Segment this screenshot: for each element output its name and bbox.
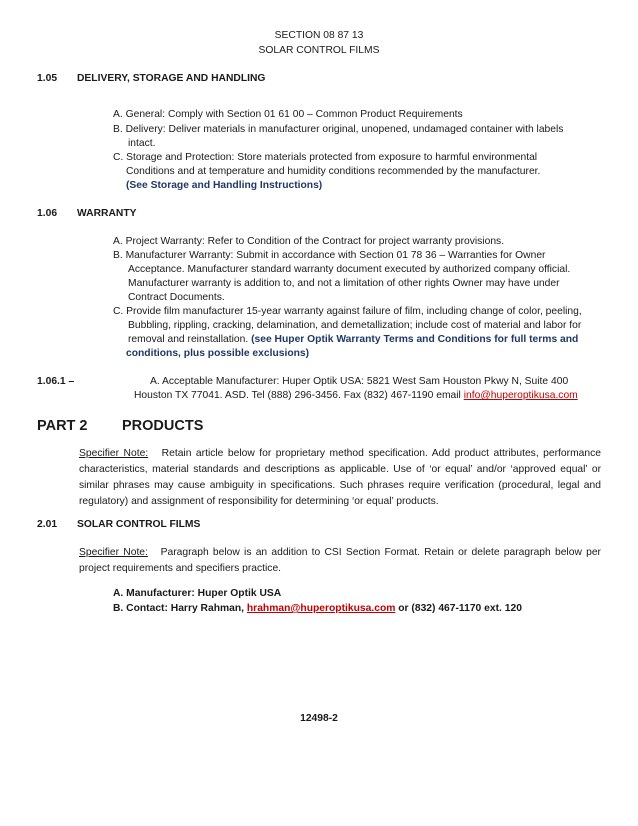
warranty-note-line2: conditions, plus possible exclusions) [126, 348, 310, 359]
item-1-06-c-cont2-text: removal and reinstallation. [128, 334, 249, 345]
storage-handling-note: (See Storage and Handling Instructions) [126, 180, 323, 191]
item-1-06-c: C. Provide film manufacturer 15-year warranty against failure of film, including change of color, peeling, [113, 306, 582, 317]
page-footer-id: 12498-2 [300, 713, 338, 724]
part2-note-line1 [79, 446, 601, 462]
item-1-06-c-cont1: Bubbling, rippling, cracking, delamination, and demetallization; include cost of material and labor for [128, 320, 582, 331]
contact-line [113, 603, 522, 614]
part2-note-label: Specifier Note: [79, 448, 149, 459]
part-label: PART 2 [37, 418, 88, 434]
part2-specifier-note [79, 446, 601, 510]
s201-note-line1 [79, 545, 601, 561]
s201-specifier-note [79, 545, 601, 577]
s201-note-text-1: Paragraph below is an addition to CSI Section Format. Retain or delete paragraph below per [160, 547, 601, 558]
acceptable-manufacturer-line1: A. Acceptable Manufacturer: Huper Optik USA: 5821 West Sam Houston Pkwy N, Suite 400 [150, 376, 569, 387]
part2-note-line2: characteristics, material standards and descriptions as applicable. Use of ‘or equal’ and/or ‘approved equal’ or [79, 464, 601, 475]
warranty-note-line1: (see Huper Optik Warranty Terms and Conditions for full terms and [251, 334, 579, 345]
acceptable-manufacturer-line2-text: Houston TX 77041. ASD. Tel (888) 296-3456. Fax (832) 467-1190 email [134, 390, 464, 401]
contact-email-link[interactable]: hrahman@huperoptikusa.com [246, 603, 396, 614]
contact-prefix: B. Contact: Harry Rahman, [113, 603, 247, 614]
part2-note-line3: similar phrases may cause ambiguity in specifications. Such phrases require verification (procedural, legal and [79, 480, 601, 491]
item-1-06-b-cont2: Manufacturer warranty is addition to, and not a limitation of other rights Owner may have under [128, 278, 560, 289]
acceptable-manufacturer-line2 [134, 390, 578, 401]
item-1-05-b: B. Delivery: Deliver materials in manufacturer original, unopened, undamaged container with labels [113, 124, 564, 135]
s201-note-line2: project requirements and specifiers practice. [79, 563, 282, 574]
part2-note-text-1: Retain article below for proprietary method specification. Add product attributes, performance [161, 448, 601, 459]
item-1-05-c-cont: Conditions and at temperature and humidity conditions recommended by the manufacturer. [126, 166, 541, 177]
manufacturer-line: A. Manufacturer: Huper Optik USA [113, 588, 282, 599]
item-1-05-b-cont: intact. [128, 138, 156, 149]
item-1-06-c-cont2 [128, 334, 578, 345]
section-number: SECTION 08 87 13 [274, 30, 364, 41]
item-1-05-c: C. Storage and Protection: Store materials protected from exposure to harmful environmental [113, 152, 538, 163]
item-1-06-b-cont1: Acceptance. Manufacturer standard warranty document executed by authorized company official. [128, 264, 571, 275]
item-1-06-a: A. Project Warranty: Refer to Condition of the Contract for project warranty provisions. [113, 236, 505, 247]
article-number-1-06: 1.06 [37, 208, 58, 219]
part-title: PRODUCTS [122, 418, 204, 434]
section-title: SOLAR CONTROL FILMS [258, 45, 380, 56]
item-1-06-b-cont3: Contract Documents. [128, 292, 225, 303]
part2-note-line4: regulatory) and assignment of responsibility for determining ‘or equal’ products. [79, 496, 439, 507]
article-title-1-06: WARRANTY [77, 208, 137, 219]
s201-note-label: Specifier Note: [79, 547, 148, 558]
item-1-05-a: A. General: Comply with Section 01 61 00 – Common Product Requirements [113, 109, 463, 120]
article-number-2-01: 2.01 [37, 519, 58, 530]
contact-suffix: or (832) 467-1170 ext. 120 [395, 603, 522, 614]
article-title-1-05: DELIVERY, STORAGE AND HANDLING [77, 73, 266, 84]
article-number-1-05: 1.05 [37, 73, 58, 84]
article-title-2-01: SOLAR CONTROL FILMS [77, 519, 201, 530]
item-1-06-b: B. Manufacturer Warranty: Submit in accordance with Section 01 78 36 – Warranties for Owner [113, 250, 546, 261]
info-email-link[interactable]: info@huperoptikusa.com [463, 390, 578, 401]
article-number-1-06-1: 1.06.1 – [37, 376, 75, 387]
